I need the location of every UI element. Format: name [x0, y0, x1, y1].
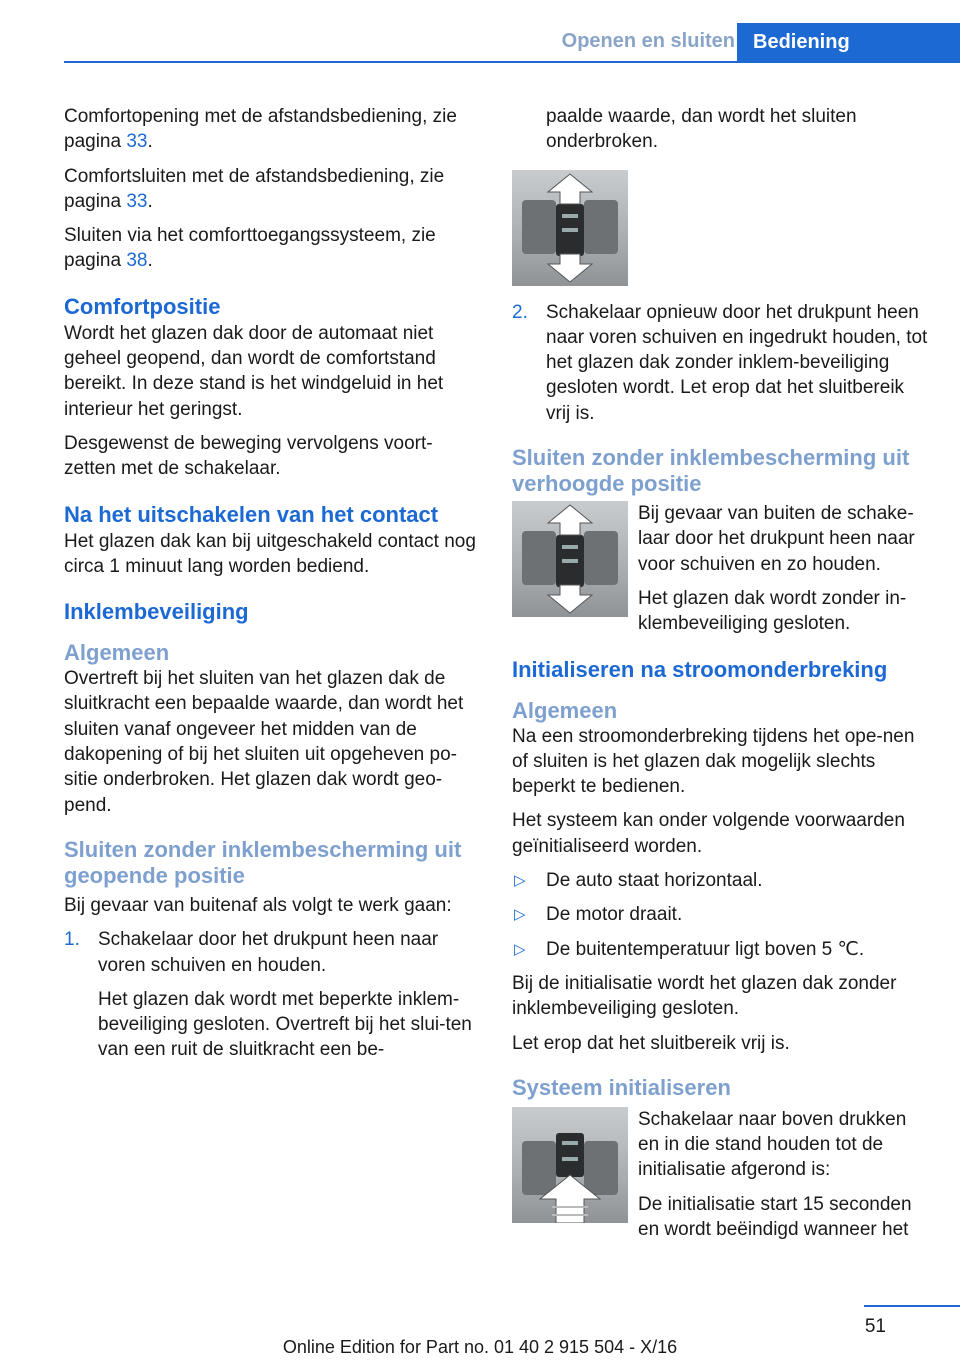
init-paragraph-3: Bij de initialisatie wordt het glazen dak zonder inklembeveiliging gesloten. [512, 972, 897, 1020]
ref-comfort-closing: Comfortsluiten met de afstandsbediening, zie pagina 33. [64, 165, 445, 212]
close-open-intro: Bij gevaar van buitenaf als volgt te werk gaan: [64, 894, 452, 916]
list-item: ▷ De motor draait. [512, 902, 932, 927]
page-number: 51 [864, 1316, 886, 1337]
page-link-33-a[interactable]: 33 [126, 131, 148, 153]
general-paragraph: Overtreft bij het sluiten van het glazen dak de sluitkracht een bepaalde waarde, dan wordt het sluiten vanaf ongeveer het midden van de dakopening of bij het sluiten uit opgeheven po-sitie onderbroken. Het glazen dak wordt geo-pend. [64, 668, 464, 816]
footer-rule [864, 1305, 960, 1307]
list-item: ▷ De auto staat horizontaal. [512, 868, 932, 893]
system-init-block [512, 1107, 932, 1251]
step-1-note: Het glazen dak wordt met beperkte inklem-beveiliging gesloten. Overtreft bij het slui-ten van een ruit de sluitkracht een be- [98, 988, 472, 1061]
conditions-list [512, 868, 932, 962]
header-rule [64, 61, 960, 63]
switch-push-up-image [512, 1107, 628, 1223]
close-raised-block [512, 501, 932, 645]
close-raised-paragraph-1: Bij gevaar van buiten de schake-laar door het drukpunt heen naar voor schuiven en zo houden. [638, 503, 915, 575]
heading-close-from-open: Sluiten zonder inklembescherming uit geopende positie [64, 836, 462, 888]
comfort-paragraph-1: Wordt het glazen dak door de automaat niet geheel geopend, dan wordt de comfortstand bereikt. In deze stand is het windgeluid in het interieur het geringst. [64, 322, 444, 420]
close-raised-paragraph-2: Het glazen dak wordt zonder in-klembeveiliging gesloten. [638, 587, 907, 635]
triangle-bullet-icon: ▷ [514, 906, 526, 924]
step-2-text: Schakelaar opnieuw door het drukpunt heen naar voren schuiven en ingedrukt houden, tot het glazen dak zonder inklem-beveiliging gesloten wordt. Let erop dat het sluitbereik vrij is. [546, 301, 928, 424]
left-column [64, 104, 484, 1072]
ref-comfort-opening: Comfortopening met de afstandsbediening, zie pagina 33. [64, 106, 457, 153]
init-paragraph-4: Let erop dat het sluitbereik vrij is. [512, 1032, 790, 1054]
page-link-33-b[interactable]: 33 [126, 190, 148, 212]
heading-general-2: Algemeen [512, 697, 618, 723]
footer-edition: Online Edition for Part no. 01 40 2 915 504 - X/16 [282, 1337, 678, 1357]
list-item: ▷ De buitentemperatuur ligt boven 5 ℃. [512, 937, 932, 962]
heading-pinch-protection: Inklembeveiliging [64, 599, 249, 625]
header-section: Openen en sluiten [561, 30, 735, 52]
heading-initialize: Initialiseren na stroomonderbreking [512, 656, 888, 682]
step-1-continuation: paalde waarde, dan wordt het sluiten onderbroken. [546, 106, 857, 153]
step-1-text: Schakelaar door het drukpunt heen naar voren schuiven en houden. [98, 929, 439, 976]
right-column [512, 104, 932, 1251]
steps-list-continued [512, 300, 932, 426]
system-init-paragraph-2: De initialisatie start 15 seconden en wordt beëindigd wanneer het [638, 1193, 912, 1241]
heading-system-initialize: Systeem initialiseren [512, 1074, 731, 1100]
page-link-38[interactable]: 38 [126, 250, 148, 272]
step-number: 1. [64, 929, 80, 951]
contact-paragraph: Het glazen dak kan bij uitgeschakeld contact nog circa 1 minuut lang worden bediend. [64, 530, 476, 577]
heading-close-from-raised: Sluiten zonder inklembescherming uit verhoogde positie [512, 445, 910, 497]
step-number: 2. [512, 301, 528, 323]
heading-comfort-position: Comfortpositie [64, 293, 221, 319]
switch-push-forward-image [512, 170, 628, 286]
list-item [512, 300, 932, 426]
triangle-bullet-icon: ▷ [514, 872, 526, 890]
steps-list [64, 927, 484, 1062]
comfort-paragraph-2: Desgewenst de beweging vervolgens voort-zetten met de schakelaar. [64, 432, 433, 480]
list-item [64, 927, 484, 1062]
header-chapter-label: Bediening [753, 31, 850, 53]
heading-general: Algemeen [64, 640, 170, 666]
triangle-bullet-icon: ▷ [514, 940, 526, 958]
heading-after-ignition-off: Na het uitschakelen van het contact [64, 501, 439, 527]
header-chapter-tab[interactable] [737, 23, 960, 62]
system-init-paragraph-1: Schakelaar naar boven drukken en in die stand houden tot de initialisatie afgerond is: [638, 1108, 907, 1181]
init-paragraph-2: Het systeem kan onder volgende voorwaarden geïnitialiseerd worden. [512, 810, 905, 857]
ref-comfort-access: Sluiten via het comforttoegangssysteem, zie pagina 38. [64, 225, 436, 272]
init-paragraph-1: Na een stroomonderbreking tijdens het ope-nen of sluiten is het glazen dak mogelijk slechts beperkt te bedienen. [512, 725, 915, 798]
switch-push-forward-image-2 [512, 501, 628, 617]
